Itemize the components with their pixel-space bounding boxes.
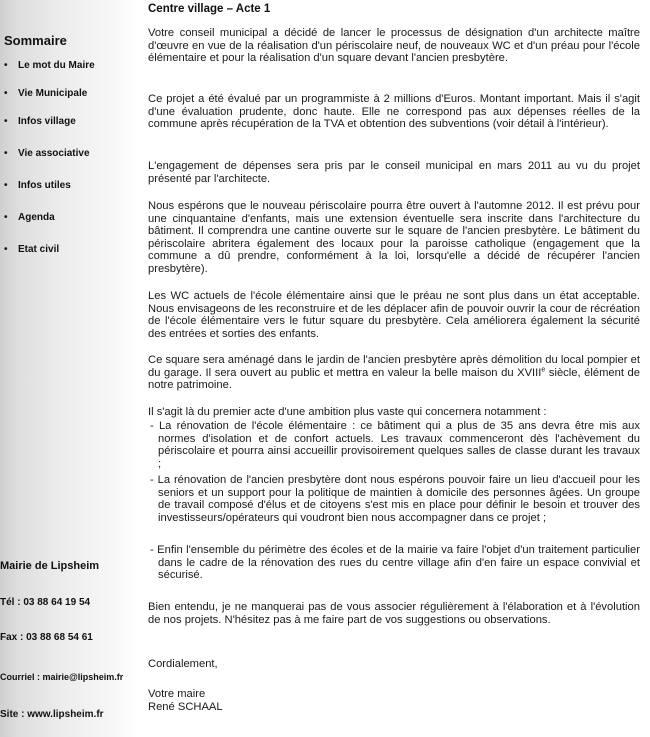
bullet-icon: • [4,148,8,159]
bullet-icon: • [4,212,8,223]
sidebar-item-label: Infos village [18,116,76,127]
contact-name: Mairie de Lipsheim [0,560,100,572]
paragraph-wc: Les WC actuels de l'école élémentaire ainsi que le préau ne sont plus dans un état acceptable. Nous envisageons de les reconstruire et de les déplacer afin de pouvoir ouvrir la cour de récréation de l'école élémentaire vers le futur square du presbytère. Cela améliorera également la sécurité des entrées et sorties des enfants. [148,290,640,340]
contact-website[interactable]: Site : www.lipsheim.fr [0,709,104,720]
paragraph-square [148,354,640,392]
sidebar-item-label: Vie associative [18,148,90,159]
paragraph-periscolaire: Nous espérons que le nouveau périscolaire pourra être ouvert à l'automne 2012. Il est prévu pour une cinquantaine d'enfants, mais une extension éventuelle sera inscrite dans l'architecture du bâtiment. Il comprendra une cantine ouverte sur le square de l'ancien presbytère. Le bâtiment du périscolaire abritera également des locaux pour la paroisse catholique (engagement que la commune a dû prendre, conformément à la loi, lorsqu'elle a décidé de récupérer l'ancien presbytère). [148,200,640,275]
salutation: Cordialement, [148,658,218,670]
square-text: Ce square sera aménagé dans le jardin de l'ancien presbytère après démolition du local pompier et du garage. Il sera ouvert au public et mettra en valeur la belle maison du XVIII [148,354,640,379]
paragraph-closing: Bien entendu, je ne manquerai pas de vous associer régulièrement à l'élaboration et à l'évolution de nos projets. N'hésitez pas à me faire part de vos suggestions ou observations. [148,601,640,626]
bullet-icon: • [4,60,8,71]
paragraph-intro: Votre conseil municipal a décidé de lancer le processus de désignation d'un architecte maître d'œuvre en vue de la réalisation d'un périscolaire neuf, de nouveaux WC et d'un préau pour l'école élémentaire et pour la réalisation d'un square devant l'ancien presbytère. [148,27,640,65]
bullet-icon: • [4,88,8,99]
list-item-presbytere: - La rénovation de l'ancien presbytère dont nous espérons pouvoir faire un lieu d'accueil pour les seniors et un support pour la politique de maintien à domicile des personnes âgées. Un groupe de travail composé d'élus et de citoyens s'est mis en place pour définir le besoin et trouver des investisseurs/opérateurs qui voudront bien nous accompagner dans ce projet ; [150,474,640,524]
sidebar-item-le-mot-du-maire[interactable] [4,60,95,71]
sidebar [0,0,140,737]
square-text-end: siècle, élément de notre patrimoine. [148,366,640,392]
paragraph-budget: Ce projet a été évalué par un programmiste à 2 millions d'Euros. Montant important. Mais il s'agit d'une évaluation prudente, donc haute. Elle ne correspond pas aux dépenses réelles de la commune après récupération de la TVA et obtention des subventions (voir détail à l'intérieur). [148,93,640,131]
contact-fax: Fax : 03 88 68 54 61 [0,632,93,643]
sidebar-item-etat-civil[interactable] [4,244,59,255]
sidebar-item-label: Vie Municipale [18,88,88,99]
sidebar-item-label: Le mot du Maire [18,60,95,71]
sidebar-item-infos-utiles[interactable] [4,180,71,191]
sidebar-item-vie-associative[interactable] [4,148,90,159]
sidebar-item-vie-municipale[interactable] [4,88,87,99]
signature-name: René SCHAAL [148,701,223,713]
paragraph-engagement: L'engagement de dépenses sera pris par le conseil municipal en mars 2011 au vu du projet présenté par l'architecte. [148,160,640,185]
signature-role: Votre maire [148,688,206,700]
century-superscript: e [541,365,546,373]
sidebar-item-infos-village[interactable] [4,116,76,127]
bullet-icon: • [4,116,8,127]
sidebar-item-agenda[interactable] [4,212,55,223]
page-title: Centre village – Acte 1 [148,3,271,15]
sidebar-title: Sommaire [4,33,67,48]
bullet-icon: • [4,244,8,255]
list-item-ecole: - La rénovation de l'école élémentaire : ce bâtiment qui a plus de 35 ans devra être mis aux normes d'isolation et de confort actuels. Les travaux commenceront dès l'achèvement du périscolaire et pourra ainsi accueillir provisoirement quelques salles de classe durant les travaux ; [150,420,640,470]
sidebar-item-label: Agenda [18,212,55,223]
bullet-icon: • [4,180,8,191]
contact-phone: Tél : 03 88 64 19 54 [0,597,91,608]
sidebar-item-label: Infos utiles [18,180,71,191]
list-item-perimetre: - Enfin l'ensemble du périmètre des écoles et de la mairie va faire l'objet d'un traitement particulier dans le cadre de la rénovation des rues du centre village afin d'en faire un espace convivial et sécurisé. [150,544,640,582]
sidebar-item-label: Etat civil [18,244,60,255]
paragraph-ambition: Il s'agit là du premier acte d'une ambition plus vaste qui concernera notamment : [148,406,547,418]
contact-email[interactable]: Courriel : mairie@lipsheim.fr [0,672,124,682]
